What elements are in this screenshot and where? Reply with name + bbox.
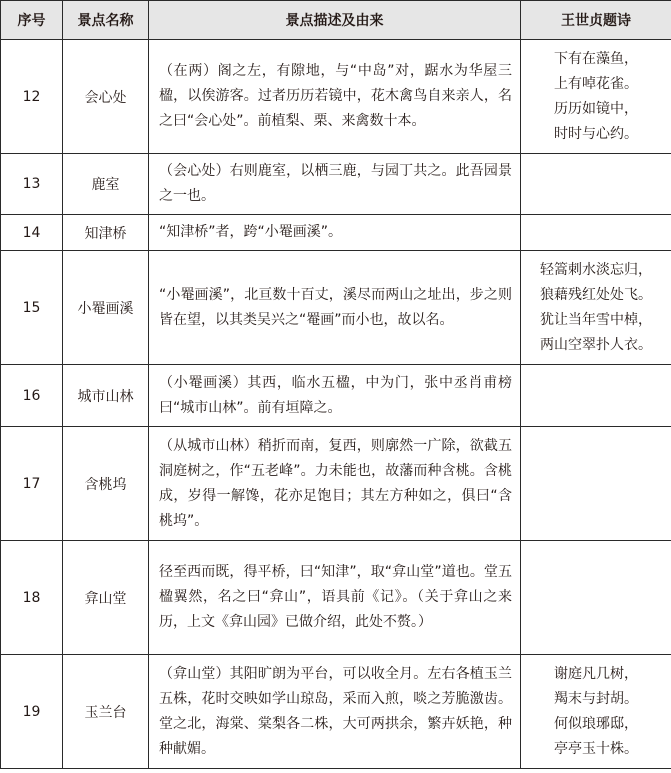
table-header-row	[1, 1, 671, 40]
poem-line: 两山空翠扑人衣。	[540, 336, 652, 353]
poem-line: 轻篙刺水淡忘归，	[540, 261, 652, 278]
poem-line: 下有在藻鱼，	[554, 50, 638, 67]
table-row	[1, 655, 671, 769]
header-poem: 王世贞题诗	[521, 1, 671, 40]
row-poem	[521, 541, 671, 655]
row-name: 知津桥	[63, 215, 149, 251]
row-poem	[521, 365, 671, 427]
poem-line: 狼藉残红处处飞。	[540, 286, 652, 303]
row-description: （弇山堂）其阳旷朗为平台，可以收全月。左右各植玉兰五株，花时交映如学山琼岛，采而入煎，啖之芳脆激齿。堂之北，海棠、棠梨各二株，大可两拱余，繁卉妖艳，种种献媚。	[149, 655, 521, 769]
poem-line: 羯末与封胡。	[554, 690, 638, 707]
row-description: （会心处）右则鹿室，以栖三鹿，与园丁共之。此吾园景之一也。	[149, 154, 521, 215]
table-row	[1, 251, 671, 365]
row-name: 鹿室	[63, 154, 149, 215]
row-name: 含桃坞	[63, 427, 149, 541]
row-description: “小罨画溪”，北亘数十百丈，溪尽而两山之址出，步之则皆在望，以其类吴兴之“罨画”而小也，故以名。	[149, 251, 521, 365]
row-name: 玉兰台	[63, 655, 149, 769]
table-row	[1, 215, 671, 251]
table-row	[1, 365, 671, 427]
row-description: “知津桥”者，跨“小罨画溪”。	[149, 215, 521, 251]
row-poem	[521, 40, 671, 154]
table-row	[1, 40, 671, 154]
poem-line: 谢庭凡几树，	[554, 665, 638, 682]
poem-line: 何似琅琊邸，	[554, 715, 638, 732]
row-index: 19	[1, 655, 63, 769]
row-name: 会心处	[63, 40, 149, 154]
row-name: 弇山堂	[63, 541, 149, 655]
row-index: 16	[1, 365, 63, 427]
row-poem	[521, 251, 671, 365]
row-index: 17	[1, 427, 63, 541]
header-name: 景点名称	[63, 1, 149, 40]
row-description: （小罨画溪）其西，临水五楹，中为门，张中丞肖甫榜曰“城市山林”。前有垣障之。	[149, 365, 521, 427]
row-description: （从城市山林）稍折而南，复西，则廓然一广除，欲截五洞庭树之，作“五老峰”。力未能也，故藩而种含桃。含桃成，岁得一解馋，花亦足饱目；其左方种如之，俱曰“含桃坞”。	[149, 427, 521, 541]
row-index: 14	[1, 215, 63, 251]
table-row	[1, 541, 671, 655]
table-row	[1, 154, 671, 215]
row-index: 13	[1, 154, 63, 215]
row-description: （在两）阁之左，有隙地，与“中岛”对，踞水为华屋三楹，以俟游客。过者历历若镜中，花木禽鸟自来亲人，名之曰“会心处”。前植梨、栗、来禽数十本。	[149, 40, 521, 154]
row-poem	[521, 427, 671, 541]
row-description: 径至西而既，得平桥，曰“知津”，取“弇山堂”道也。堂五楹翼然，名之曰“弇山”，语具前《记》。（关于弇山之来历，上文《弇山园》已做介绍，此处不赘。）	[149, 541, 521, 655]
row-index: 15	[1, 251, 63, 365]
poem-line: 时时与心约。	[554, 125, 638, 142]
poem-line: 亭亭玉十株。	[554, 740, 638, 757]
table-row	[1, 427, 671, 541]
row-poem	[521, 154, 671, 215]
row-poem	[521, 215, 671, 251]
row-poem	[521, 655, 671, 769]
header-description: 景点描述及由来	[149, 1, 521, 40]
row-index: 18	[1, 541, 63, 655]
poem-line: 历历如镜中，	[554, 100, 638, 117]
row-name: 小罨画溪	[63, 251, 149, 365]
header-index: 序号	[1, 1, 63, 40]
poem-line: 犹让当年雪中棹，	[540, 311, 652, 328]
row-name: 城市山林	[63, 365, 149, 427]
row-index: 12	[1, 40, 63, 154]
poem-line: 上有啅花雀。	[554, 75, 638, 92]
